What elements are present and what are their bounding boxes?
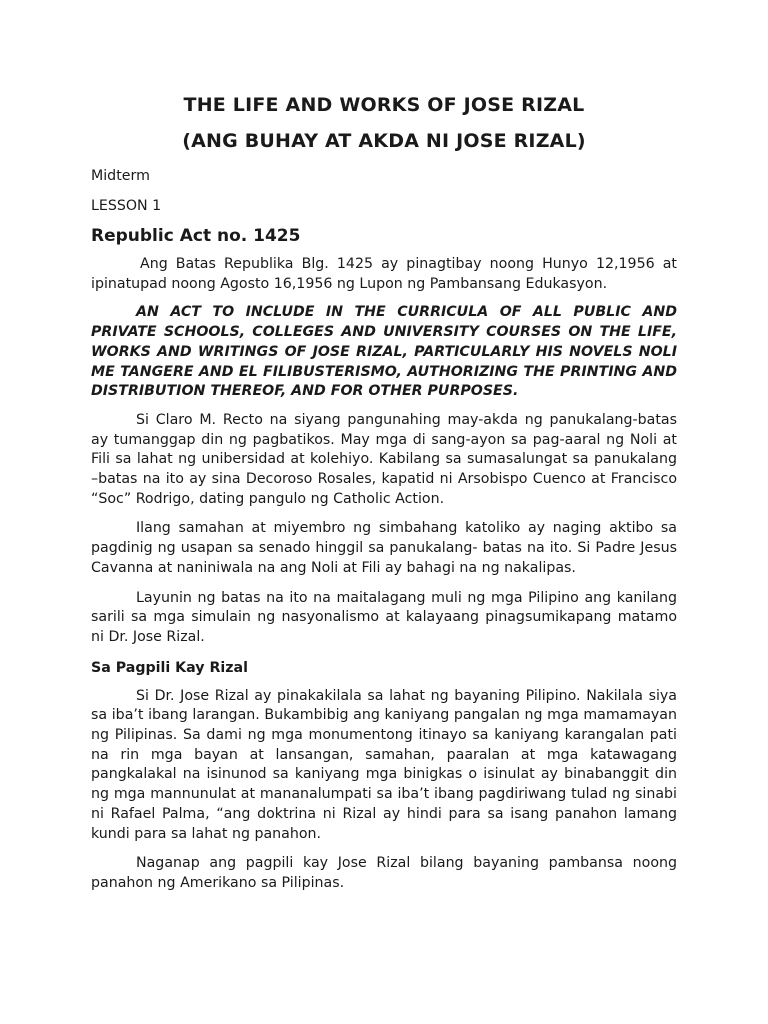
paragraph-dr-jose-rizal: Si Dr. Jose Rizal ay pinakakilala sa lahat ng bayaning Pilipino. Nakilala siya sa iba’t ibang larangan. Bukambibig ang kaniyang pangalan ng mga mamamayan ng Pilipinas. Sa dami ng mga monumentong itinayo sa kaniyang karangalan pati na rin mga bayan at lansangan, samahan, paaralan at mga katawagang pangkalakal na isinunod sa kaniyang mga binigkas o isinulat ay binabanggit din ng mga mannunulat at mananalumpati sa iba’t ibang pagdiriwang tulad ng sinabi ni Rafael Palma, “ang doktrina ni Rizal ay hindi para sa isang panahon lamang kundi para sa lahat ng panahon. [91, 687, 677, 842]
document-subtitle: (ANG BUHAY AT AKDA NI JOSE RIZAL) [182, 130, 586, 152]
paragraph-layunin: Layunin ng batas na ito na maitalagang muli ng mga Pilipino ang kanilang sarili sa mga simulain ng nasyonalismo at kalayaang pinagsumikapang matamo ni Dr. Jose Rizal. [91, 589, 677, 645]
section-heading-pagpili: Sa Pagpili Kay Rizal [91, 659, 248, 676]
lesson-label: LESSON 1 [91, 198, 162, 214]
paragraph-simbahang-katoliko: Ilang samahan at miyembro ng simbahang katoliko ay naging aktibo sa pagdinig ng usapan sa senado hinggil sa panukalang- batas na ito. Si Padre Jesus Cavanna at naniniwala na ang Noli at Fili ay bahagi na ng nakalipas. [91, 520, 677, 576]
document-title: THE LIFE AND WORKS OF JOSE RIZAL [183, 94, 585, 116]
section-heading-republic-act: Republic Act no. 1425 [91, 226, 301, 246]
paragraph-pagpili-kay-rizal: Naganap ang pagpili kay Jose Rizal bilang bayaning pambansa noong panahon ng Amerikano sa Pilipinas. [91, 855, 677, 891]
paragraph-batas-republika: Ang Batas Republika Blg. 1425 ay pinagtibay noong Hunyo 12,1956 at ipinatupad noong Agosto 16,1956 ng Lupon ng Pambansang Edukasyon. [91, 256, 677, 292]
term-label: Midterm [91, 168, 150, 184]
paragraph-claro-recto: Si Claro M. Recto na siyang pangunahing may-akda ng panukalang-batas ay tumanggap din ng pagbatikos. May mga di sang-ayon sa pag-aaral ng Noli at Fili sa lahat ng unibersidad at kolehiyo. Kabilang sa sumasalungat sa panukalang –batas na ito ay sina Decoroso Rosales, kapatid ni Arsobispo Cuenco at Francisco “Soc” Rodrigo, dating pangulo ng Catholic Action. [91, 411, 677, 507]
act-full-title: AN ACT TO INCLUDE IN THE CURRICULA OF ALL PUBLIC AND PRIVATE SCHOOLS, COLLEGES AND UNIVERSITY COURSES ON THE LIFE, WORKS AND WRITINGS OF JOSE RIZAL, PARTICULARLY HIS NOVELS NOLI ME TANGERE AND EL FILIBUSTERISMO, AUTHORIZING THE PRINTING AND DISTRIBUTION THEREOF, AND FOR OTHER PURPOSES. [91, 304, 677, 400]
